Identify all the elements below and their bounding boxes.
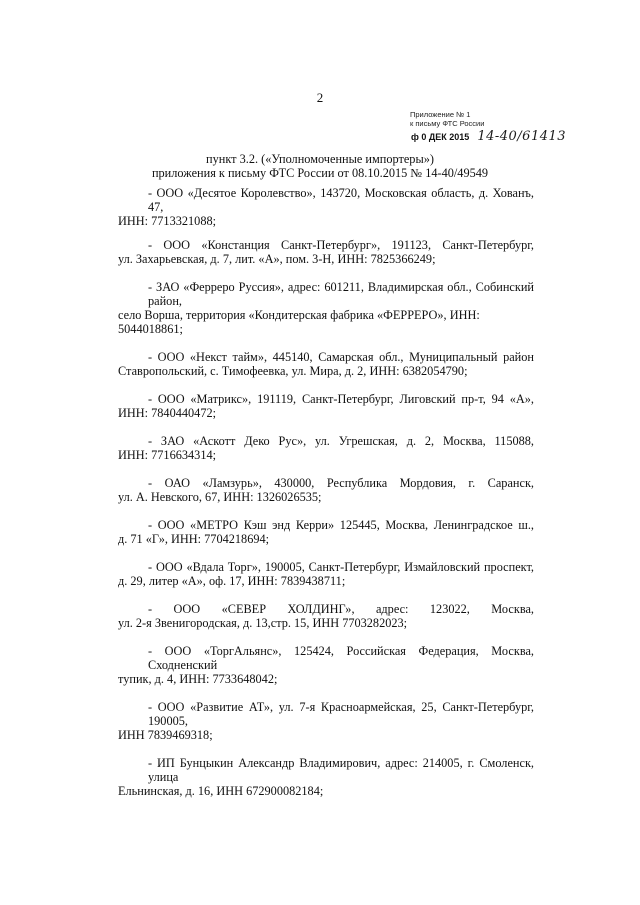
list-item (118, 350, 534, 378)
entry-continuation: д. 29, литер «А», оф. 17, ИНН: 7839438711; (118, 574, 346, 588)
entry-first-line: - ООО «Констанция Санкт-Петербург», 191123, Санкт-Петербург, (148, 238, 534, 252)
entry-continuation: ИНН: 7713321088; (118, 214, 217, 228)
list-item (118, 476, 534, 504)
entry-continuation: ул. А. Невского, 67, ИНН: 1326026535; (118, 490, 322, 504)
entry-continuation: д. 71 «Г», ИНН: 7704218694; (118, 532, 270, 546)
entry-first-line: - ОАО «Ламзурь», 430000, Республика Мордовия, г. Саранск, (148, 476, 534, 490)
entry-first-line: - ООО «Матрикс», 191119, Санкт-Петербург, Лиговский пр-т, 94 «А», (148, 392, 534, 406)
stamp-date: ф 0 ДЕК 2015 (411, 132, 470, 142)
list-item (118, 238, 534, 266)
list-item (118, 560, 534, 588)
entry-continuation: тупик, д. 4, ИНН: 7733648042; (118, 672, 278, 686)
entry-first-line: - ЗАО «Аскотт Деко Рус», ул. Угрешская, д. 2, Москва, 115088, (148, 434, 534, 448)
entry-first-line: - ООО «Десятое Королевство», 143720, Московская область, д. Хованъ, 47, (148, 186, 534, 214)
list-item (118, 392, 534, 420)
list-item (118, 518, 534, 546)
entry-continuation: село Ворша, территория «Кондитерская фабрика «ФЕРРЕРО», ИНН: 5044018861; (118, 308, 480, 336)
list-item (118, 602, 534, 630)
annex-header (410, 111, 484, 128)
document-heading (60, 152, 580, 180)
importer-list (118, 186, 534, 812)
heading-line-2: приложения к письму ФТС России от 08.10.2015 № 14-40/49549 (151, 166, 489, 180)
entry-first-line: - ООО «МЕТРО Кэш энд Керри» 125445, Москва, Ленинградское ш., (148, 518, 534, 532)
list-item (118, 700, 534, 742)
entry-first-line: - ЗАО «Ферреро Руссия», адрес: 601211, Владимирская обл., Собинский район, (148, 280, 534, 308)
page-number: 2 (316, 90, 324, 105)
entry-first-line: - ИП Бунцыкин Александр Владимирович, адрес: 214005, г. Смоленск, улица (148, 756, 534, 784)
entry-first-line: - ООО «Развитие АТ», ул. 7-я Красноармейская, 25, Санкт-Петербург, 190005, (148, 700, 534, 728)
entry-continuation: ИНН: 7716634314; (118, 448, 217, 462)
entry-continuation: ул. 2-я Звенигородская, д. 13,стр. 15, ИНН 7703282023; (118, 616, 408, 630)
list-item (118, 434, 534, 462)
list-item (118, 644, 534, 686)
entry-continuation: Ельнинская, д. 16, ИНН 672900082184; (118, 784, 324, 798)
entry-first-line: - ООО «СЕВЕР ХОЛДИНГ», адрес: 123022, Москва, (148, 602, 534, 616)
entry-continuation: ул. Захарьевская, д. 7, лит. «А», пом. 3-Н, ИНН: 7825366249; (118, 252, 436, 266)
entry-continuation: Ставропольский, с. Тимофеевка, ул. Мира, д. 2, ИНН: 6382054790; (118, 364, 468, 378)
entry-first-line: - ООО «Некст тайм», 445140, Самарская обл., Муниципальный район (148, 350, 534, 364)
stamp-number: 14-40/61413 (477, 129, 567, 144)
annex-subtitle: к письму ФТС России (410, 118, 485, 128)
entry-continuation: ИНН: 7840440472; (118, 406, 217, 420)
entry-first-line: - ООО «Вдала Торг», 190005, Санкт-Петербург, Измайловский проспект, (148, 560, 534, 574)
list-item (118, 186, 534, 228)
list-item (118, 280, 534, 336)
heading-line-1: пункт 3.2. («Уполномоченные импортеры») (206, 152, 434, 166)
list-item (118, 756, 534, 798)
registration-stamp (411, 127, 566, 145)
annex-title: Приложение № 1 (410, 110, 471, 119)
entry-first-line: - ООО «ТоргАльянс», 125424, Российская Федерация, Москва, Сходненский (148, 644, 534, 672)
entry-continuation: ИНН 7839469318; (118, 728, 213, 742)
